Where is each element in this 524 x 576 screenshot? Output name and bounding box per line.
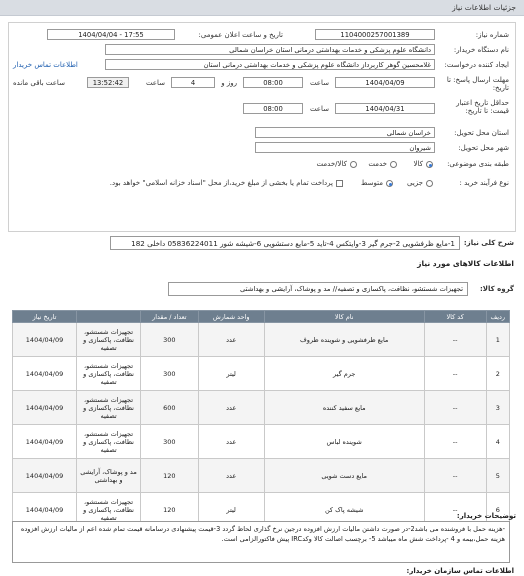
group-label: گروه کالا: — [479, 285, 514, 293]
table-row[interactable] — [13, 323, 510, 357]
cell-name: شوینده لباس — [264, 425, 424, 459]
description-text: -هزینه حمل با فروشنده می باشد2-در صورت داشتن مالیات ارزش افزوده درجین نرخ گذاری لحاظ گردد 3-قیمت پیشنهادی درسامانه قیمت تمام شده اعم از مالیات ارزش افزوده هزینه حمل،بیمه و 4 -پرداخت شش ماه میباشد 5- برچسب اصالت کالا وکدIRC پیش فاکتورالزامی است. — [20, 525, 505, 543]
col-name: نام کالا — [264, 311, 424, 323]
cell-name: مایع ظرفشویی و شوینده ظروف — [264, 323, 424, 357]
buyer-org-contact-label: اطلاعات تماس سازمان خریدار: — [406, 567, 514, 575]
category-option-goods: کالا — [413, 160, 423, 168]
cell-code: -- — [424, 493, 486, 527]
col-code: کد کالا — [424, 311, 486, 323]
cell-date: 1404/04/09 — [13, 425, 77, 459]
deadline-time-field[interactable]: 08:00 — [243, 77, 303, 88]
cell-qty: 120 — [141, 459, 199, 493]
validity-date-field[interactable]: 1404/04/31 — [335, 103, 435, 114]
city-field[interactable]: شیروان — [255, 142, 435, 153]
treasury-checkbox[interactable] — [336, 180, 343, 187]
process-label: نوع فرآیند خرید : — [459, 179, 509, 187]
category-option-service: خدمت — [368, 160, 387, 168]
cell-date: 1404/04/09 — [13, 493, 77, 527]
cell-index: 5 — [486, 459, 509, 493]
province-label: استان محل تحویل: — [454, 129, 509, 137]
days-field[interactable]: 4 — [171, 77, 215, 88]
cell-index: 6 — [486, 493, 509, 527]
cell-unit: لیتر — [198, 357, 264, 391]
cell-category: مد و پوشاک، آرایشی و بهداشتی — [77, 459, 141, 493]
summary-field[interactable]: 1-مایع ظرفشویی 2-جرم گیر 3-وایتکس 4-تاید 5-مایع دستشویی 6-شیشه شور 05836224011 داخلی 182 — [110, 236, 460, 250]
page-title: جزئیات اطلاعات نیاز — [452, 3, 516, 12]
col-unit: واحد شمارش — [198, 311, 264, 323]
need-number-field[interactable]: 1104000257001389 — [315, 29, 435, 40]
cell-unit: عدد — [198, 425, 264, 459]
deadline-date-field[interactable]: 1404/04/09 — [335, 77, 435, 88]
process-option-minor: جزیی — [407, 179, 423, 187]
table-row[interactable] — [13, 357, 510, 391]
buyer-field[interactable]: دانشگاه علوم پزشکی و خدمات بهداشتی درمانی استان خراسان شمالی — [105, 44, 435, 55]
deadline-time-label: ساعت — [309, 79, 329, 87]
cell-category: تجهیزات شستشو، نظافت، پاکسازی و تصفیه — [77, 425, 141, 459]
process-radio-minor[interactable] — [426, 180, 433, 187]
table-row[interactable] — [13, 391, 510, 425]
buyer-description — [12, 521, 510, 563]
category-label: طبقه بندی موضوعی: — [447, 160, 509, 168]
validity-time-field[interactable]: 08:00 — [243, 103, 303, 114]
cell-date: 1404/04/09 — [13, 391, 77, 425]
table-row[interactable] — [13, 459, 510, 493]
cell-date: 1404/04/09 — [13, 323, 77, 357]
remaining-time-field: 13:52:42 — [87, 77, 129, 88]
creator-field[interactable]: غلامحسین گوهر کاربرداز دانشگاه علوم پزشکی و خدمات بهداشتی درمانی استان — [105, 59, 435, 70]
cell-name: جرم گیر — [264, 357, 424, 391]
cell-category: تجهیزات شستشو، نظافت، پاکسازی و تصفیه — [77, 357, 141, 391]
cell-category: تجهیزات شستشو، نظافت، پاکسازی و تصفیه — [77, 323, 141, 357]
process-option-medium: متوسط — [361, 179, 383, 187]
category-radio-both[interactable] — [350, 161, 357, 168]
category-radio-service[interactable] — [390, 161, 397, 168]
province-field[interactable]: خراسان شمالی — [255, 127, 435, 138]
cell-qty: 120 — [141, 493, 199, 527]
table-row[interactable] — [13, 425, 510, 459]
cell-date: 1404/04/09 — [13, 357, 77, 391]
cell-category: تجهیزات شستشو، نظافت، پاکسازی و تصفیه — [77, 493, 141, 527]
cell-code: -- — [424, 357, 486, 391]
cell-name: مایع دست شویی — [264, 459, 424, 493]
cell-unit: عدد — [198, 323, 264, 357]
group-field[interactable]: تجهیزات شستشو، نظافت، پاکسازی و تصفیه// مد و پوشاک، آرایشی و بهداشتی — [168, 282, 468, 296]
col-date: تاریخ نیاز — [13, 311, 77, 323]
announce-label: تاریخ و ساعت اعلان عمومی: — [198, 31, 283, 39]
validity-label: حداقل تاریخ اعتبار قیمت: تا تاریخ: — [456, 99, 509, 115]
summary-label: شرح کلی نیاز: — [463, 239, 514, 247]
deadline-label: مهلت ارسال پاسخ: تا — [446, 76, 509, 84]
cell-code: -- — [424, 425, 486, 459]
cell-date: 1404/04/09 — [13, 459, 77, 493]
cell-unit: لیتر — [198, 493, 264, 527]
cell-qty: 300 — [141, 357, 199, 391]
buyer-label: نام دستگاه خریدار: — [453, 46, 509, 54]
goods-section-title: اطلاعات کالاهای مورد نیاز — [417, 259, 514, 268]
cell-code: -- — [424, 323, 486, 357]
summary-row — [8, 236, 516, 252]
cell-qty: 300 — [141, 425, 199, 459]
cell-code: -- — [424, 391, 486, 425]
cell-name: شیشه پاک کن — [264, 493, 424, 527]
cell-index: 3 — [486, 391, 509, 425]
remaining-label: ساعت باقی مانده — [13, 79, 65, 87]
category-radio-goods[interactable] — [426, 161, 433, 168]
creator-label: ایجاد کننده درخواست: — [444, 61, 509, 69]
cell-index: 1 — [486, 323, 509, 357]
cell-unit: عدد — [198, 459, 264, 493]
deadline-date-label: تاریخ: — [492, 84, 509, 92]
cell-category: تجهیزات شستشو، نظافت، پاکسازی و تصفیه — [77, 391, 141, 425]
cell-index: 2 — [486, 357, 509, 391]
header-bar — [0, 0, 524, 16]
goods-table — [12, 310, 510, 527]
category-option-both: کالا/خدمت — [316, 160, 347, 168]
col-category — [77, 311, 141, 323]
table-header-row — [13, 311, 510, 323]
description-label: توضیحات خریدار: — [456, 512, 516, 520]
col-qty: تعداد / مقدار — [141, 311, 199, 323]
cell-name: مایع سفید کننده — [264, 391, 424, 425]
validity-time-label: ساعت — [309, 105, 329, 113]
payment-note: پرداخت تمام یا بخشی از مبلغ خرید،از محل "اسناد خزانه اسلامی" خواهد بود. — [109, 179, 333, 187]
process-radio-medium[interactable] — [386, 180, 393, 187]
buyer-contact-link[interactable]: اطلاعات تماس خریدار — [13, 61, 78, 69]
cell-qty: 600 — [141, 391, 199, 425]
cell-unit: عدد — [198, 391, 264, 425]
cell-code: -- — [424, 459, 486, 493]
cell-qty: 300 — [141, 323, 199, 357]
col-index: ردیف — [486, 311, 509, 323]
need-details-form — [8, 22, 516, 232]
remaining-time-label-a: ساعت — [145, 79, 165, 87]
need-number-label: شماره نیاز: — [475, 31, 509, 39]
cell-index: 4 — [486, 425, 509, 459]
city-label: شهر محل تحویل: — [458, 144, 509, 152]
announce-field[interactable]: 1404/04/04 - 17:55 — [47, 29, 175, 40]
days-label: روز و — [221, 79, 237, 87]
